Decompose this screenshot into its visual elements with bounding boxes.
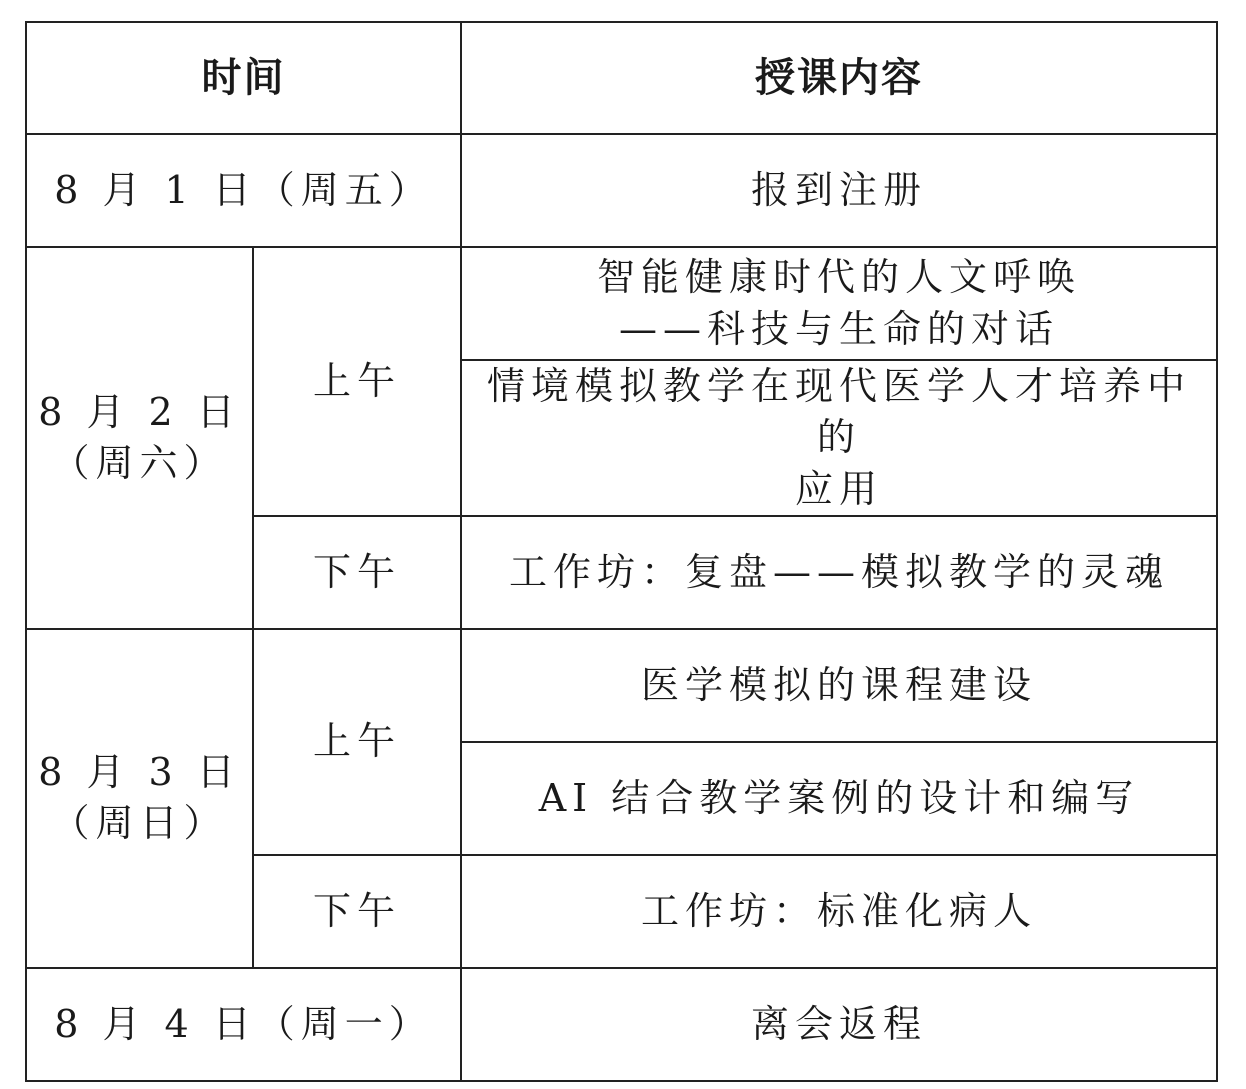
- period-cell-morning: 上午: [253, 247, 461, 516]
- weekday-line: （周日）: [51, 801, 228, 846]
- table-row: [26, 968, 1217, 1081]
- content-line: 情境模拟教学在现代医学人才培养中的: [486, 364, 1191, 460]
- date-line: 8 月 3 日: [38, 750, 241, 795]
- content-line: 智能健康时代的人文呼唤: [596, 255, 1081, 300]
- date-cell: 8 月 4 日（周一）: [26, 968, 461, 1081]
- date-cell: [26, 247, 253, 629]
- table-row: [26, 247, 1217, 360]
- date-line: 8 月 2 日: [38, 389, 241, 434]
- content-line: ——科技与生命的对话: [618, 306, 1059, 351]
- content-cell: [461, 360, 1217, 516]
- content-line: 应用: [794, 466, 883, 511]
- content-cell: 工作坊：复盘——模拟教学的灵魂: [461, 516, 1217, 629]
- content-cell: 医学模拟的课程建设: [461, 629, 1217, 742]
- content-cell: 报到注册: [461, 134, 1217, 247]
- table-header-row: [26, 22, 1217, 134]
- content-cell: [461, 247, 1217, 360]
- date-cell: [26, 629, 253, 968]
- period-cell-morning: 上午: [253, 629, 461, 855]
- table-row: [26, 629, 1217, 742]
- content-cell: 工作坊：标准化病人: [461, 855, 1217, 968]
- period-cell-afternoon: 下午: [253, 516, 461, 629]
- table-row: [26, 134, 1217, 247]
- header-content: 授课内容: [461, 22, 1217, 134]
- date-cell: 8 月 1 日（周五）: [26, 134, 461, 247]
- schedule-table: [25, 21, 1218, 1082]
- header-time: 时间: [26, 22, 461, 134]
- period-cell-afternoon: 下午: [253, 855, 461, 968]
- content-cell: 离会返程: [461, 968, 1217, 1081]
- content-cell: AI 结合教学案例的设计和编写: [461, 742, 1217, 855]
- weekday-line: （周六）: [51, 440, 228, 485]
